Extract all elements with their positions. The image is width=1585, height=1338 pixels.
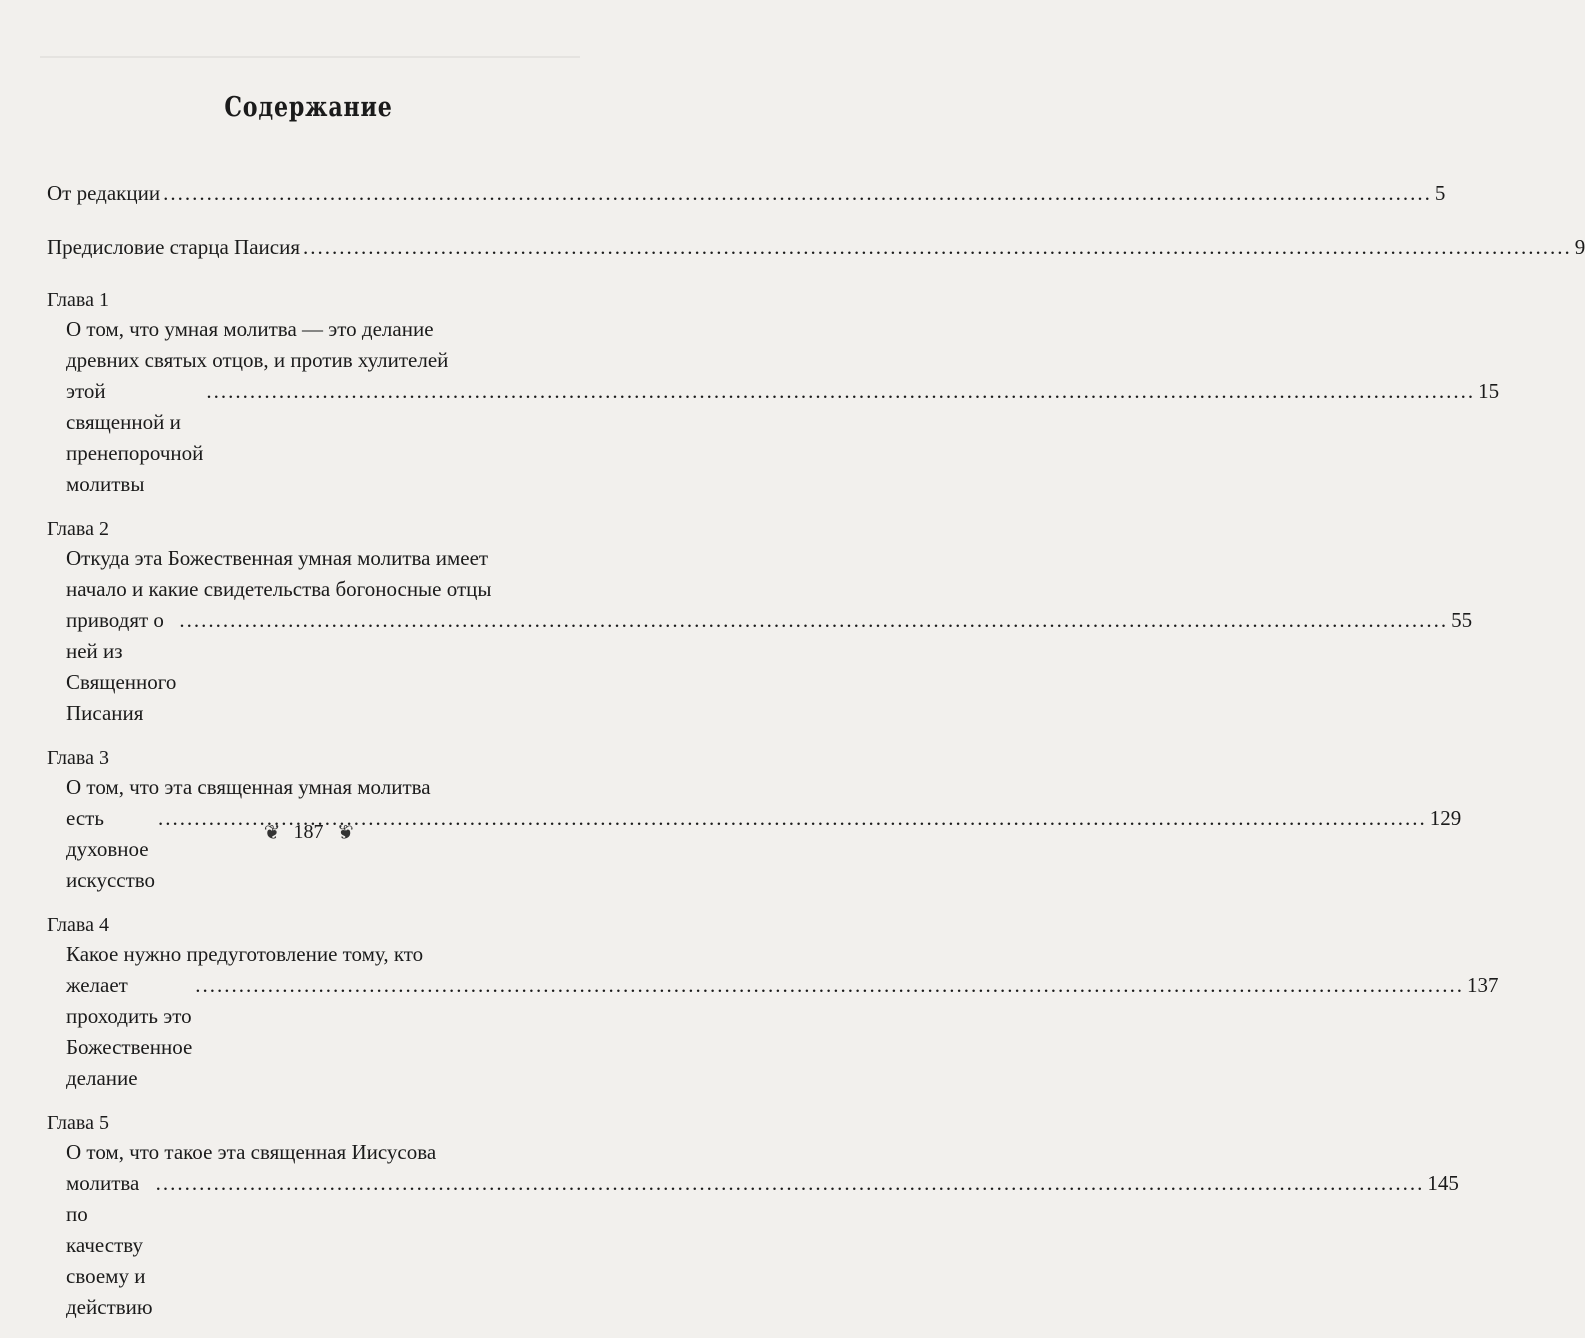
toc-page-number: 5 — [1434, 181, 1446, 205]
chapter-title-last-line — [66, 1168, 1459, 1323]
toc-entry-text: От редакции — [47, 181, 161, 205]
chapter-title — [47, 543, 1473, 729]
toc-entry-preface — [47, 232, 1585, 262]
page-title: Содержание — [224, 92, 393, 123]
chapter-title — [47, 1137, 1459, 1323]
leader-dots — [156, 1168, 1425, 1199]
chapter-title-line: О том, что эта священная умная молитва — [66, 775, 431, 799]
chapter-label: Глава 1 — [47, 289, 109, 311]
header-rule — [40, 56, 580, 58]
toc-chapter-2 — [47, 515, 1473, 729]
leader-dots — [303, 232, 1572, 262]
chapter-title-line: молитва по качеству своему и действию — [66, 1171, 153, 1319]
leader-dots — [179, 605, 1448, 636]
fleuron-right-icon: ❦ — [336, 822, 354, 844]
chapter-title-line: О том, что умная молитва — это делание — [66, 317, 434, 341]
page-footer — [0, 820, 617, 845]
header-ornament-band — [40, 38, 580, 78]
toc-page-number: 145 — [1427, 1171, 1459, 1195]
chapter-title-line: начало и какие свидетельства богоносные отцы — [66, 577, 492, 601]
chapter-title-line: О том, что такое эта священная Иисусова — [66, 1140, 437, 1164]
chapter-title-line: приводят о ней из Священного Писания — [66, 608, 177, 725]
chapter-title-last-line — [66, 803, 1462, 896]
chapter-title-line: Какое нужно предуготовление тому, кто — [66, 942, 424, 966]
chapter-title-line: желает проходить это Божественное делание — [66, 973, 193, 1090]
chapter-label: Глава 2 — [47, 518, 109, 540]
page-number: 187 — [293, 821, 324, 843]
toc-page-number: 9 — [1574, 235, 1585, 259]
fleuron-left-icon: ❦ — [263, 822, 281, 844]
chapter-label: Глава 5 — [47, 1112, 109, 1134]
toc-chapter-4 — [47, 911, 1499, 1094]
chapter-title-line: этой священной и пренепорочной молитвы — [66, 379, 204, 496]
table-of-contents — [47, 178, 1585, 1338]
chapter-title-line: Откуда эта Божественная умная молитва имеет — [66, 546, 489, 570]
toc-entry-editorial — [47, 178, 1446, 208]
chapter-title — [47, 939, 1499, 1094]
toc-chapter-1 — [47, 286, 1500, 500]
leader-dots — [195, 970, 1464, 1001]
toc-page-number: 129 — [1429, 806, 1462, 830]
leader-dots — [163, 178, 1432, 208]
toc-page-number: 55 — [1451, 608, 1473, 632]
toc-page-number: 137 — [1467, 973, 1499, 997]
toc-chapter-5 — [47, 1109, 1459, 1323]
chapter-title-line: древних святых отцов, и против хулителей — [66, 348, 449, 372]
chapter-title-last-line — [66, 376, 1500, 500]
chapter-label: Глава 4 — [47, 914, 109, 936]
chapter-title — [47, 314, 1500, 500]
chapter-title-last-line — [66, 970, 1499, 1094]
chapter-title-line: есть духовное искусство — [66, 806, 156, 892]
toc-page-number: 15 — [1478, 379, 1500, 403]
chapter-label: Глава 3 — [47, 747, 109, 769]
chapter-title-last-line — [66, 605, 1473, 729]
toc-entry-text: Предисловие старца Паисия — [47, 235, 300, 259]
leader-dots — [206, 376, 1475, 407]
